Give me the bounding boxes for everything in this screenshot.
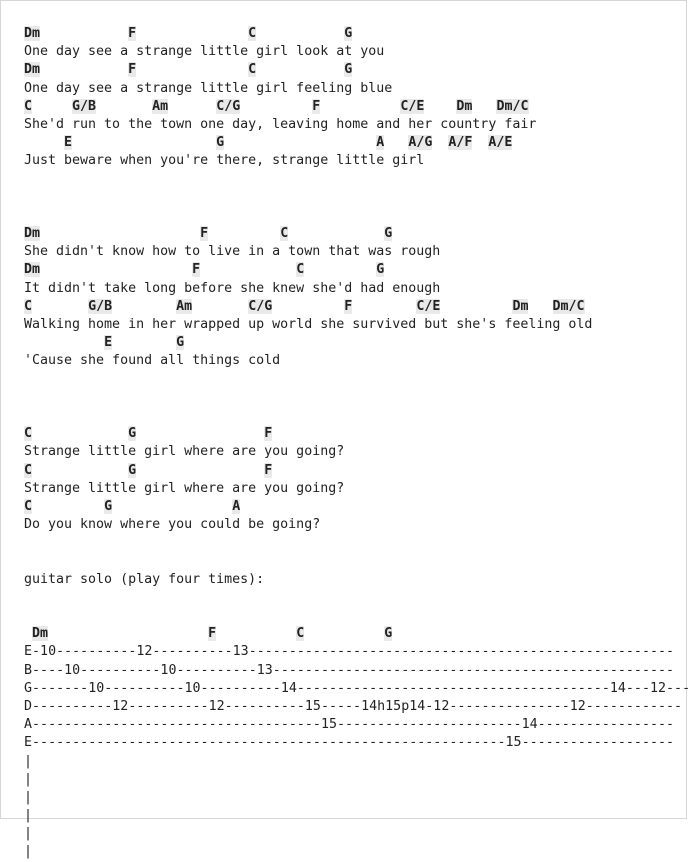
bar-line: | xyxy=(24,789,33,805)
lyric-line: Do you know where you could be going? xyxy=(24,517,321,533)
chord[interactable]: C/E xyxy=(400,98,425,114)
chord[interactable]: F xyxy=(208,626,217,642)
chord[interactable]: C/G xyxy=(248,298,273,314)
chord[interactable]: E xyxy=(104,335,113,351)
chord[interactable]: G xyxy=(176,335,185,351)
chord[interactable]: A/F xyxy=(448,135,473,151)
tab-string-b: B----10----------10----------13-------------------------------------------------- xyxy=(24,662,675,678)
bar-line: | xyxy=(24,808,33,824)
chord[interactable]: F xyxy=(344,298,353,314)
chord[interactable]: C xyxy=(24,426,33,442)
chord[interactable]: G xyxy=(128,462,137,478)
chord[interactable]: F xyxy=(128,26,137,41)
chord[interactable]: C xyxy=(24,498,33,514)
lyric-line: Just beware when you're there, strange little girl xyxy=(24,153,425,169)
lyric-line: She didn't know how to live in a town that was rough xyxy=(24,244,441,260)
chord-chart xyxy=(24,25,690,862)
chord-line xyxy=(24,334,690,352)
chord[interactable]: F xyxy=(192,262,201,278)
chord-line xyxy=(24,61,690,79)
chord[interactable]: G xyxy=(384,226,393,242)
chord[interactable]: Dm xyxy=(24,262,41,278)
tab-string-g: G-------10----------10----------14---------------------------------------14---12--- xyxy=(24,680,690,696)
chord[interactable]: A/E xyxy=(488,135,513,151)
lyric-line: It didn't take long before she knew she'd had enough xyxy=(24,280,441,296)
tab-string-low-e: E-----------------------------------------------------------15------------------- xyxy=(24,735,675,751)
chord[interactable]: C xyxy=(24,462,33,478)
chord[interactable]: Dm/C xyxy=(496,98,529,114)
chord[interactable]: G xyxy=(344,26,353,41)
bar-line: | xyxy=(24,753,33,769)
bar-line: | xyxy=(24,826,33,842)
chord[interactable]: C/G xyxy=(216,98,241,114)
chord[interactable]: A xyxy=(376,135,385,151)
chord[interactable]: Am xyxy=(152,98,169,114)
lyric-line: Strange little girl where are you going? xyxy=(24,444,345,460)
lyric-line: One day see a strange little girl feeling blue xyxy=(24,80,393,96)
chord[interactable]: G/B xyxy=(72,98,97,114)
chord[interactable]: Dm xyxy=(24,62,41,78)
chord-line xyxy=(24,134,690,152)
chord[interactable]: A xyxy=(232,498,241,514)
bar-line: | xyxy=(24,844,33,860)
chord[interactable]: E xyxy=(64,135,73,151)
tab-string-d: D----------12----------12----------15-----14h15p14-12---------------12------------ xyxy=(24,698,683,714)
chord[interactable]: C xyxy=(248,62,257,78)
chord-line xyxy=(24,298,690,316)
chord[interactable]: F xyxy=(312,98,321,114)
chord[interactable]: F xyxy=(200,226,209,242)
chord[interactable]: G xyxy=(376,262,385,278)
chord[interactable]: F xyxy=(264,462,273,478)
chord[interactable]: C xyxy=(24,98,33,114)
chord[interactable]: C/E xyxy=(416,298,441,314)
lyric-line: One day see a strange little girl look at you xyxy=(24,44,385,60)
chord[interactable]: G xyxy=(104,498,113,514)
lyric-line: 'Cause she found all things cold xyxy=(24,353,281,369)
chord-line xyxy=(24,498,690,516)
chord[interactable]: Am xyxy=(176,298,193,314)
chord-line xyxy=(24,625,690,643)
chord[interactable]: G xyxy=(216,135,225,151)
solo-heading: guitar solo (play four times): xyxy=(24,571,265,587)
tab-string-a: A------------------------------------15-----------------------14----------------- xyxy=(24,717,675,733)
chord[interactable]: A/G xyxy=(408,135,433,151)
chord[interactable]: F xyxy=(264,426,273,442)
chord-line xyxy=(24,225,690,243)
lyric-line: Walking home in her wrapped up world she survived but she's feeling old xyxy=(24,317,593,332)
chord[interactable]: G/B xyxy=(88,298,113,314)
lyric-line: She'd run to the town one day, leaving home and her country fair xyxy=(24,116,537,132)
tab-string-high-e: E-10----------12----------13----------------------------------------------------- xyxy=(24,644,675,660)
chord[interactable]: C xyxy=(296,262,305,278)
chord[interactable]: Dm xyxy=(24,26,41,41)
chord[interactable]: C xyxy=(248,26,257,41)
lyric-line: Strange little girl where are you going? xyxy=(24,480,345,496)
chord[interactable]: C xyxy=(296,626,305,642)
chord[interactable]: Dm xyxy=(456,98,473,114)
chord[interactable]: Dm xyxy=(32,626,49,642)
chord[interactable]: Dm/C xyxy=(552,298,585,314)
chord-line xyxy=(24,261,690,279)
chord-line xyxy=(24,425,690,443)
chord[interactable]: G xyxy=(128,426,137,442)
chord[interactable]: C xyxy=(280,226,289,242)
chord[interactable]: C xyxy=(24,298,33,314)
chord[interactable]: F xyxy=(128,62,137,78)
bar-line: | xyxy=(24,771,33,787)
chord-line xyxy=(24,25,690,43)
chord[interactable]: Dm xyxy=(512,298,529,314)
chord[interactable]: Dm xyxy=(24,226,41,242)
chord-line xyxy=(24,462,690,480)
chord[interactable]: G xyxy=(384,626,393,642)
chord-line xyxy=(24,98,690,116)
chord[interactable]: G xyxy=(344,62,353,78)
